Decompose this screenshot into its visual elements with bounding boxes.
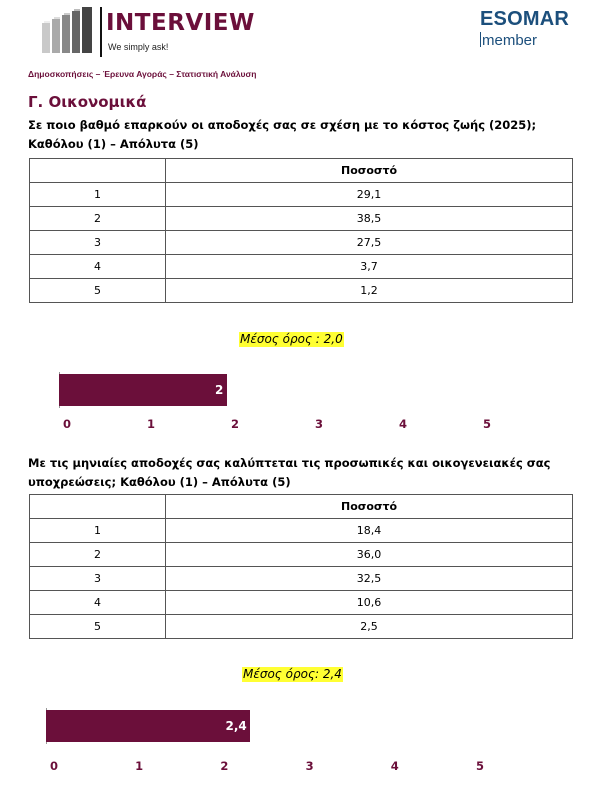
table-row [30, 591, 573, 615]
row-label: 5 [30, 279, 166, 303]
question-1-text: Σε ποιο βαθμό επαρκούν οι αποδοχές σας σε σχέση με το κόστος ζωής (2025); Καθόλου (1) – Απόλυτα (5) [28, 118, 537, 151]
row-label: 2 [30, 207, 166, 231]
chart-tick-label: 5 [475, 759, 485, 773]
chart-tick-label: 3 [314, 417, 324, 431]
row-label: 4 [30, 255, 166, 279]
chart-tick-label: 5 [482, 417, 492, 431]
row-label: 3 [30, 231, 166, 255]
esomar-member-line [480, 32, 569, 48]
table-header-percent: Ποσοστό [166, 159, 573, 183]
chart-bar-label: 2 [215, 383, 224, 397]
table-header-empty [30, 495, 166, 519]
section-title: Γ. Οικονομικά [28, 93, 147, 111]
chart-bar [46, 710, 250, 742]
table-header-row [30, 159, 573, 183]
row-label: 1 [30, 183, 166, 207]
chart-tick-label: 1 [135, 759, 144, 773]
table-row [30, 519, 573, 543]
question-1-table [29, 158, 573, 303]
table-row [30, 615, 573, 639]
page-subtitle: Δημοσκοπήσεις – Έρευνα Αγοράς – Στατιστική Ανάλυση [28, 69, 257, 79]
chart-tick-label: 0 [62, 417, 72, 431]
chart-tick-label: 2 [220, 759, 229, 773]
table-header-percent: Ποσοστό [166, 495, 573, 519]
question-2-table [29, 494, 573, 639]
row-value: 32,5 [166, 567, 573, 591]
logo-tagline: We simply ask! [108, 42, 169, 52]
table-header-empty [30, 159, 166, 183]
chart-tick-label: 4 [390, 759, 399, 773]
row-value: 10,6 [166, 591, 573, 615]
logo-bars-icon [40, 5, 98, 57]
mean-score-2: Μέσος όρος: 2,4 [243, 667, 342, 681]
question-2-text: Με τις μηνιαίες αποδοχές σας καλύπτεται τις προσωπικές και οικογενειακές σας υποχρεώσεις; Καθόλου (1) – Απόλυτα (5) [28, 456, 551, 489]
chart-tick-label: 3 [305, 759, 314, 773]
row-value: 36,0 [166, 543, 573, 567]
row-value: 1,2 [166, 279, 573, 303]
chart-bar [59, 374, 227, 406]
row-value: 2,5 [166, 615, 573, 639]
chart-tick-label: 4 [398, 417, 408, 431]
logo-name: INTERVIEW [106, 10, 255, 36]
esomar-logo [480, 9, 569, 48]
row-label: 5 [30, 615, 166, 639]
esomar-bar [480, 32, 481, 47]
esomar-member: member [482, 32, 538, 49]
table-row [30, 231, 573, 255]
table-row [30, 567, 573, 591]
row-value: 3,7 [166, 255, 573, 279]
row-label: 1 [30, 519, 166, 543]
table-row [30, 207, 573, 231]
esomar-name: ESOMAR [480, 8, 569, 30]
interview-logo [40, 5, 270, 60]
table-row [30, 255, 573, 279]
chart-tick-label: 1 [146, 417, 156, 431]
row-value: 38,5 [166, 207, 573, 231]
mean-score-1: Μέσος όρος : 2,0 [240, 332, 343, 346]
row-label: 3 [30, 567, 166, 591]
table-row [30, 183, 573, 207]
table-row [30, 543, 573, 567]
row-value: 29,1 [166, 183, 573, 207]
chart-tick-label: 0 [49, 759, 59, 773]
row-value: 18,4 [166, 519, 573, 543]
chart-tick-label: 2 [230, 417, 240, 431]
row-label: 4 [30, 591, 166, 615]
table-row [30, 279, 573, 303]
row-value: 27,5 [166, 231, 573, 255]
row-label: 2 [30, 543, 166, 567]
logo-divider [100, 7, 102, 57]
table-header-row [30, 495, 573, 519]
chart-bar-label: 2,4 [225, 719, 247, 733]
